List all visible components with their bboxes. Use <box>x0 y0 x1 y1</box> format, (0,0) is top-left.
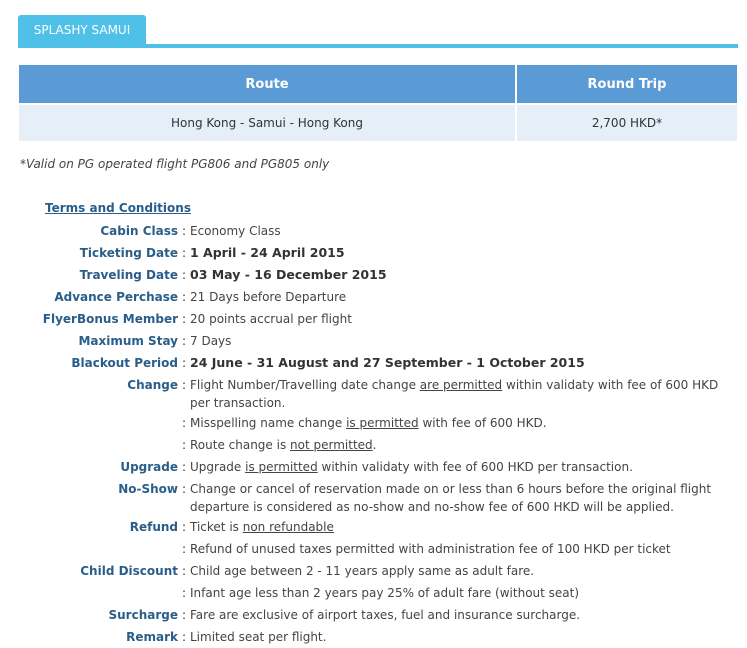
table-row <box>19 103 737 141</box>
column-header-round-trip: Round Trip <box>517 65 737 103</box>
term-value: Ticket is non refundable <box>190 520 334 534</box>
term-value: Route change is not permitted. <box>190 438 377 452</box>
terms-list <box>0 220 747 648</box>
term-advance-purchase: Advance Perchase : 21 Days before Departure <box>0 286 747 308</box>
column-header-route: Route <box>19 65 517 103</box>
tab-underline <box>18 44 738 48</box>
term-value: 03 May - 16 December 2015 <box>190 267 387 282</box>
term-label: Surcharge <box>108 608 178 622</box>
route-cell: Hong Kong - Samui - Hong Kong <box>19 103 517 141</box>
table-header-row <box>19 65 737 103</box>
term-label: Remark <box>126 630 178 644</box>
term-maximum-stay: Maximum Stay : 7 Days <box>0 330 747 352</box>
term-value: Misspelling name change is permitted with fee of 600 HKD. <box>190 416 547 430</box>
term-upgrade: Upgrade : Upgrade is permitted within validaty with fee of 600 HKD per transaction. <box>0 456 747 478</box>
term-label: Change <box>127 378 178 392</box>
term-blackout-period: Blackout Period : 24 June - 31 August and 27 September - 1 October 2015 <box>0 352 747 374</box>
term-label: Blackout Period <box>71 356 178 370</box>
term-value: Upgrade is permitted within validaty with fee of 600 HKD per transaction. <box>190 460 633 474</box>
term-ticketing-date: Ticketing Date : 1 April - 24 April 2015 <box>0 242 747 264</box>
term-change-2: : Misspelling name change is permitted with fee of 600 HKD. <box>0 412 747 434</box>
term-label: Child Discount <box>80 564 178 578</box>
term-label: No-Show <box>118 482 178 496</box>
term-change-3: : Route change is not permitted. <box>0 434 747 456</box>
term-value: 24 June - 31 August and 27 September - 1 October 2015 <box>190 355 585 370</box>
term-value: 21 Days before Departure <box>190 290 347 304</box>
tab-bar <box>18 15 738 48</box>
term-label: Cabin Class <box>100 224 178 238</box>
term-label: Traveling Date <box>79 268 178 282</box>
term-surcharge: Surcharge : Fare are exclusive of airport taxes, fuel and insurance surcharge. <box>0 604 747 626</box>
term-no-show: No-Show : Change or cancel of reservation made on or less than 6 hours before the original flight departure is considered as no-show and no-show fee of 600 HKD will be applied. <box>0 478 747 516</box>
term-remark: Remark : Limited seat per flight. <box>0 626 747 648</box>
term-value: Economy Class <box>190 224 281 238</box>
term-value: Child age between 2 - 11 years apply same as adult fare. <box>190 564 535 578</box>
term-label: Ticketing Date <box>79 246 178 260</box>
term-value: Refund of unused taxes permitted with administration fee of 100 HKD per ticket <box>190 542 671 556</box>
term-child-discount-2: : Infant age less than 2 years pay 25% of adult fare (without seat) <box>0 582 747 604</box>
term-label: Upgrade <box>120 460 178 474</box>
term-value: 1 April - 24 April 2015 <box>190 245 345 260</box>
term-value: 7 Days <box>190 334 232 348</box>
term-label: Maximum Stay <box>78 334 178 348</box>
term-value: Fare are exclusive of airport taxes, fuel and insurance surcharge. <box>190 608 581 622</box>
fare-table <box>19 65 737 141</box>
terms-title[interactable]: Terms and Conditions <box>45 201 191 215</box>
term-value: Limited seat per flight. <box>190 630 327 644</box>
term-cabin-class: Cabin Class : Economy Class <box>0 220 747 242</box>
term-flyerbonus: FlyerBonus Member : 20 points accrual per flight <box>0 308 747 330</box>
term-value: Change or cancel of reservation made on or less than 6 hours before the original flight departure is considered as no-show and no-show fee of 600 HKD will be applied. <box>190 482 712 514</box>
term-value: 20 points accrual per flight <box>190 312 352 326</box>
term-refund-2: : Refund of unused taxes permitted with administration fee of 100 HKD per ticket <box>0 538 747 560</box>
term-child-discount: Child Discount : Child age between 2 - 11 years apply same as adult fare. <box>0 560 747 582</box>
term-label: Advance Perchase <box>54 290 178 304</box>
term-refund: Refund : Ticket is non refundable <box>0 516 747 538</box>
term-label: FlyerBonus Member <box>42 312 178 326</box>
validity-note: *Valid on PG operated flight PG806 and PG805 only <box>20 157 330 171</box>
term-traveling-date: Traveling Date : 03 May - 16 December 2015 <box>0 264 747 286</box>
term-change: Change : Flight Number/Travelling date change are permitted within validaty with fee of 600 HKD per transaction. <box>0 374 747 412</box>
tab-splashy-samui[interactable]: SPLASHY SAMUI <box>18 15 146 45</box>
term-value: Flight Number/Travelling date change are permitted within validaty with fee of 600 HKD per transaction. <box>190 378 719 410</box>
term-value: Infant age less than 2 years pay 25% of adult fare (without seat) <box>190 586 580 600</box>
price-cell: 2,700 HKD* <box>517 103 737 141</box>
term-label: Refund <box>129 520 178 534</box>
